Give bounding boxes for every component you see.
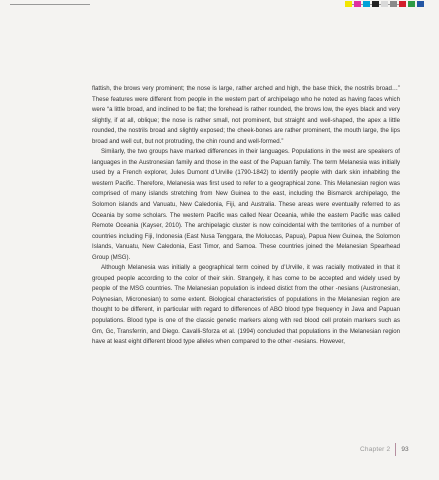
- color-swatch: [390, 1, 397, 7]
- paragraph: flattish, the brows very prominent; the nose is large, rather arched and high, the base thick, the nostrils broad…” These features were different from people in the western part of archipelago who he noted as having faces which were “a little broad, and inclined to be flat; the forehead is rather rounded, the brows low, the eyes black and very slightly, if at all, oblique; the nose is rather small, not prominent, but straight and well-shaped, the apex a little rounded, the nostrils broad and slightly exposed; the cheek-bones are rather prominent, the mouth large, the lips broad and well cut, but not protruding, the chin round and well-formed.”: [92, 85, 400, 145]
- body-text: [92, 84, 400, 348]
- color-swatch: [354, 1, 361, 7]
- page-number: 93: [401, 446, 409, 453]
- color-swatch: [372, 1, 379, 7]
- chapter-label: Chapter 2: [360, 446, 391, 453]
- printer-marks: [0, 0, 439, 8]
- color-calibration-bar: [345, 1, 424, 7]
- color-swatch: [399, 1, 406, 7]
- color-swatch: [408, 1, 415, 7]
- color-swatch: [345, 1, 352, 7]
- paragraph: Similarly, the two groups have marked differences in their languages. Populations in the west are speakers of languages in the Austronesian family and those in the east of the Papuan family. The term Melanesia was initially used by a French explorer, Jules Dumont d’Urville (1790-1842) to identify people with dark skin inhabiting the western Pacific. Therefore, Melanesia was first used to refer to a geographical zone. This Melanesian region was comprised of many islands stretching from New Guinea to the east, including the Bismarck archipelago, the Solomon islands and Vanuatu, New Caledonia, Fiji, and Australia. These areas were eventually referred to as Oceania by some scholars. The western Pacific was called Near Oceania, while the eastern Pacific was called Remote Oceania (Kayser, 2010). The archipelagic cluster is now coincidental with the territories of a number of countries including Fiji, Indonesia (East Nusa Tenggara, the Moluccas, Papua), Papua New Guinea, the Solomon Islands, Vanuatu, New Caledonia, East Timor, and Samoa. These countries joined the Melanesian Spearhead Group (MSG).: [92, 148, 400, 261]
- page-footer: [360, 443, 409, 456]
- paragraph: Although Melanesia was initially a geographical term coined by d’Urville, it was racially motivated in that it grouped people according to the color of their skin. Strangely, it has come to be accepted and widely used by people of the MSG countries. The Melanesian population is indeed distict from the other -nesians (Austronesian, Polynesian, Micronesian) to some extent. Biological characteristics of populations in the Melanesian region are thought to be different, in particular with regard to differences of ABO blood type frequency in Java and Papuan populations. Blood type is one of the classic genetic markers along with red blood cell protein markers such as Gm, Gc, Transferrin, and Diego. Cavalli-Sforza et al. (1994) concluded that populations in the Melanesian region have at least eight different blood type alleles when compared to the other -nesians. However,: [92, 264, 400, 346]
- footer-divider: [395, 443, 396, 456]
- color-swatch: [381, 1, 388, 7]
- color-swatch: [363, 1, 370, 7]
- color-swatch: [417, 1, 424, 7]
- crop-mark-left: [10, 4, 90, 5]
